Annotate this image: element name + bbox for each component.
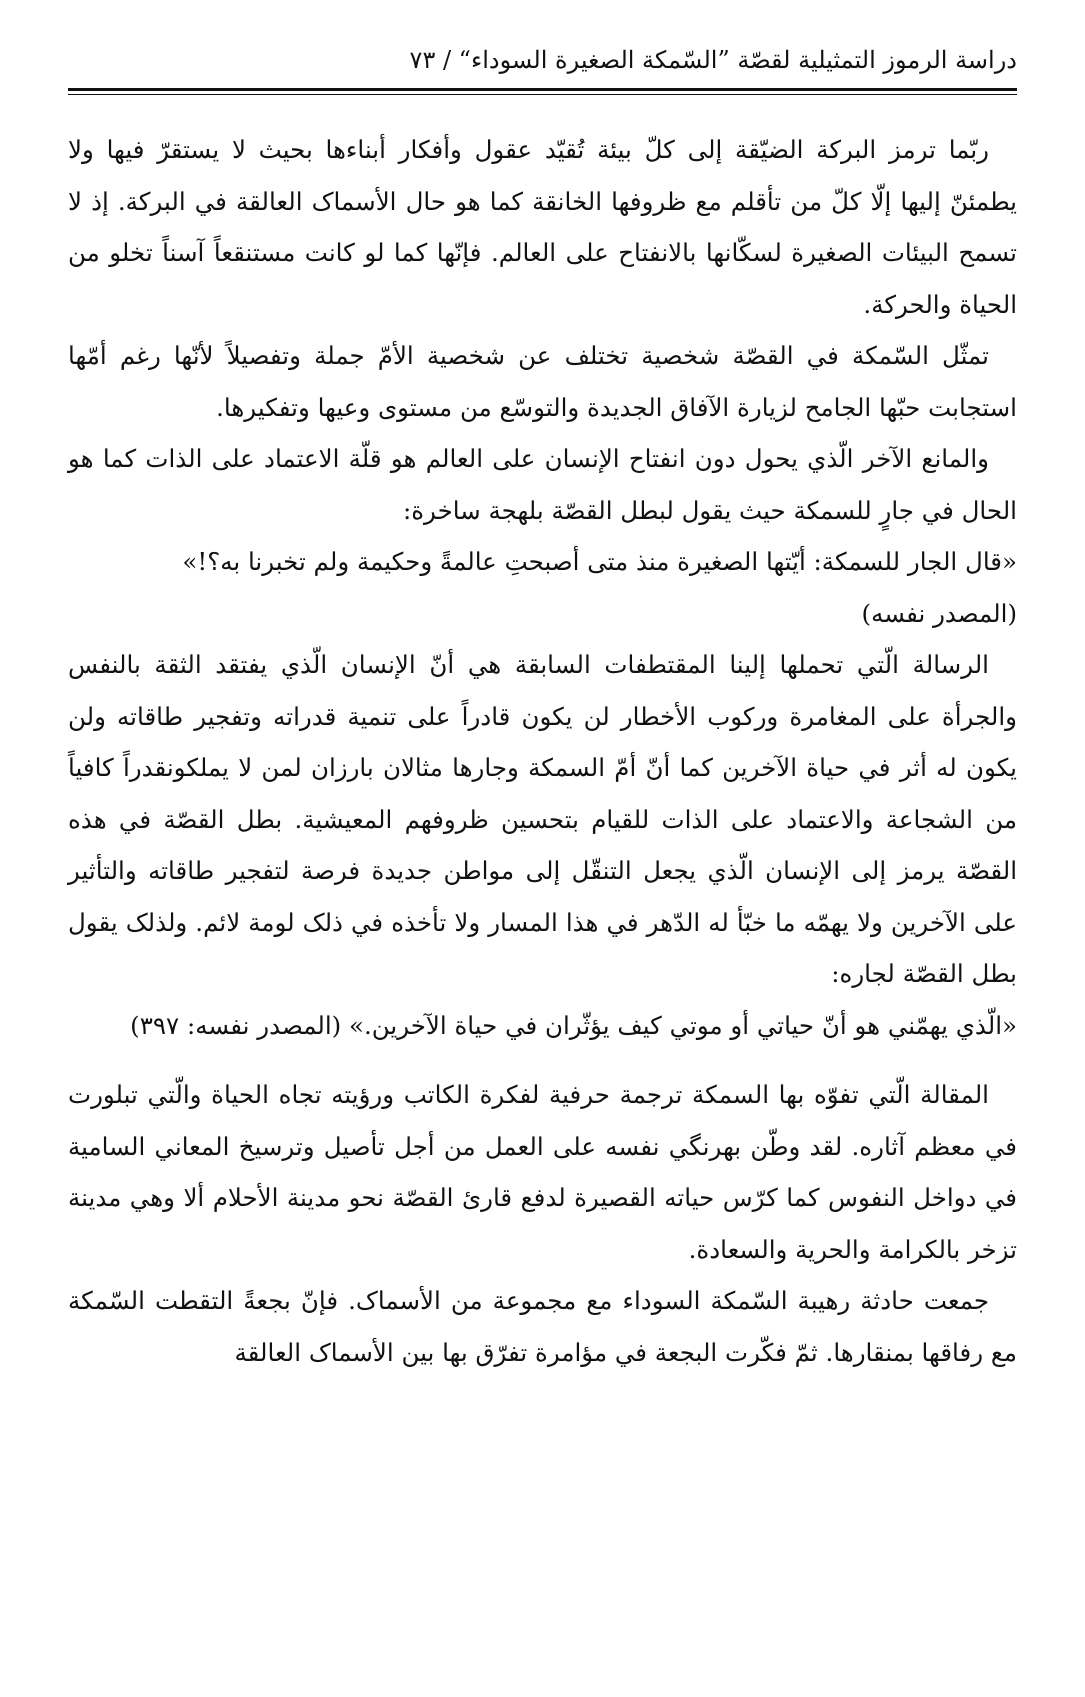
header-rule	[68, 88, 1017, 91]
citation-source: (المصدر نفسه)	[861, 598, 1017, 628]
paragraph-fish-character: تمثّل السّمكة في القصّة شخصية تختلف عن شخصية الأمّ جملة وتفصيلاً لأنّها رغم أمّها استجابت حبّها الجامح لزيارة الآفاق الجديدة والتوسّع من مستوى وعيها وتفكيرها.	[68, 341, 1017, 422]
quotation-life-death: «الّذي يهمّني هو أنّ حياتي أو موتي كيف يؤثّران في حياة الآخرين.» (المصدر نفسه: ٣٩٧)	[130, 1010, 1017, 1040]
body-text	[68, 124, 1017, 1378]
header-rule-thin	[68, 94, 1017, 95]
paragraph-message: الرسالة الّتي تحملها إلينا المقتطفات السابقة هي أنّ الإنسان الّذي يفتقد الثقة بالنفس والجرأة على المغامرة وركوب الأخطار لن يكون قادراً على تنمية قدراته وتفجير طاقاته ولن يكون له أثر في حياة الآخرين كما أنّ أمّ السمكة وجارها مثالان بارزان لمن لا يملكونقدراً كافياً من الشجاعة والاعتماد على الذات للقيام بتحسين ظروفهم المعيشية. بطل القصّة في هذه القصّة يرمز إلى الإنسان الّذي يجعل التنقّل إلى مواطن جديدة فرصة لتفجير طاقاته والتأثير على الآخرين ولا يهمّه ما خبّأ له الدّهر في هذا المسار ولا تأخذه في ذلک لومة لائم. ولذلک يقول بطل القصّة لجاره:	[68, 650, 1017, 988]
paragraph-pelican-incident: جمعت حادثة رهيبة السّمكة السوداء مع مجموعة من الأسماک. فإنّ بجعةً التقطت السّمكة مع رفاقها بمنقارها. ثمّ فكّرت البجعة في مؤامرة تفرّق بها بين الأسماک العالقة	[68, 1286, 1017, 1367]
running-header	[68, 38, 1017, 82]
paragraph-pond-symbol: ربّما ترمز البركة الضيّقة إلى كلّ بيئة تُقيّد عقول وأفكار أبناءها بحيث لا يستقرّ فيها ولا يطمئنّ إليها إلّا كلّ من تأقلم مع ظروفها الخانقة كما هو حال الأسماک العالقة في البركة. إذ لا تسمح البيئات الصغيرة لسكّانها بالانفتاح على العالم. فإنّها كما لو كانت مستنقعاً آسناً تخلو من الحياة والحركة.	[68, 135, 1017, 319]
quotation-neighbor: «قال الجار للسمكة: أيّتها الصغيرة منذ متى أصبحتِ عالمةً وحكيمة ولم تخبرنا به؟!»	[182, 547, 1017, 576]
paragraph-author-vision: المقالة الّتي تفوّه بها السمكة ترجمة حرفية لفكرة الكاتب ورؤيته تجاه الحياة والّتي تبلورت في معظم آثاره. لقد وطّن بهرنگي نفسه على العمل من أجل تأصيل وترسيخ المعاني السامية في دواخل النفوس كما كرّس حياته القصيرة لدفع قارئ القصّة نحو مدينة الأحلام ألا وهي مدينة تزخر بالكرامة والحرية والسعادة.	[68, 1080, 1017, 1264]
running-title: دراسة الرموز التمثيلية لقصّة ”السّمكة الصغيرة السوداء“ / ٧٣	[409, 46, 1017, 74]
paragraph-self-reliance: والمانع الآخر الّذي يحول دون انفتاح الإنسان على العالم هو قلّة الاعتماد على الذات كما هو الحال في جارٍ للسمكة حيث يقول لبطل القصّة بلهجة ساخرة:	[68, 444, 1017, 525]
